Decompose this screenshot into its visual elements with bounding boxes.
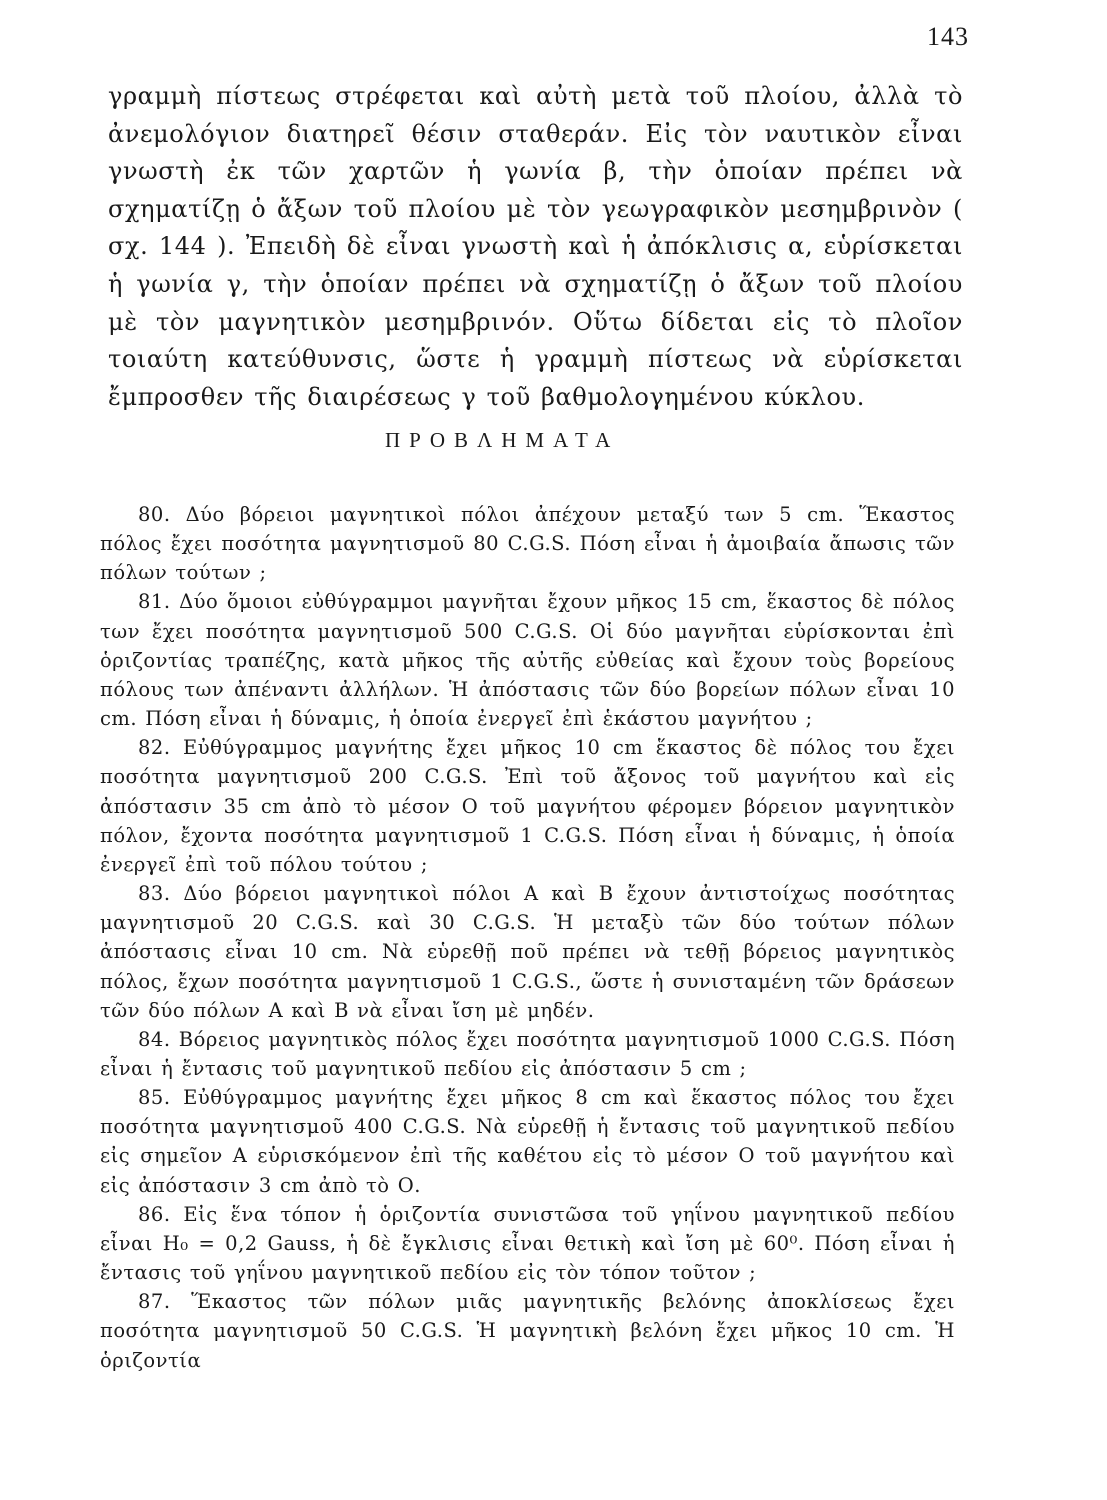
problem-text: Εὐθύγραμμος μαγνήτης ἔχει μῆκος 10 cm ἕκαστος δὲ πόλος του ἔχει ποσότητα μαγνητισμοῦ 200 C.G.S. Ἐπὶ τοῦ ἄξονος τοῦ μαγνήτου καὶ εἰς ἀπόστασιν 35 cm ἀπὸ τὸ μέσον Ο τοῦ μαγνήτου φέρομεν βόρειον μαγνητικὸν πόλον, ἔχοντα ποσότητα μαγνητισμοῦ 1 C.G.S. Πόση εἶναι ἡ δύναμις, ἡ ὁποία ἐνεργεῖ ἐπὶ τοῦ πόλου τούτου ; <box>100 736 955 876</box>
problems-list <box>100 500 955 1375</box>
problem-item-84 <box>100 1025 955 1083</box>
problem-item-80 <box>100 500 955 587</box>
problem-number: 84. <box>138 1027 171 1051</box>
problem-text: Εὐθύγραμμος μαγνήτης ἔχει μῆκος 8 cm καὶ ἕκαστος πόλος του ἔχει ποσότητα μαγνητισμοῦ 400 C.G.S. Νὰ εὑρεθῇ ἡ ἔντασις τοῦ μαγνητικοῦ πεδίου εἰς σημεῖον Α εὑρισκόμενον ἐπὶ τῆς καθέτου εἰς τὸ μέσον Ο τοῦ μαγνήτου καὶ εἰς ἀπόστασιν 3 cm ἀπὸ τὸ Ο. <box>100 1086 955 1197</box>
problem-item-87 <box>100 1287 955 1374</box>
page-number: 143 <box>927 22 969 51</box>
problem-text: Εἰς ἕνα τόπον ἡ ὁριζοντία συνιστῶσα τοῦ γηΐνου μαγνητικοῦ πεδίου εἶναι H₀ = 0,2 Gauss, ἡ δὲ ἔγκλισις εἶναι θετικὴ καὶ ἴση μὲ 60⁰. Πόση εἶναι ἡ ἔντασις τοῦ γηΐνου μαγνητικοῦ πεδίου εἰς τὸν τόπον τοῦτον ; <box>100 1202 955 1285</box>
intro-paragraph-block <box>108 78 963 416</box>
problem-text: Ἕκαστος τῶν πόλων μιᾶς μαγνητικῆς βελόνης ἀποκλίσεως ἔχει ποσότητα μαγνητισμοῦ 50 C.G.S. Ἡ μαγνητικὴ βελόνη ἔχει μῆκος 10 cm. Ἡ ὁριζοντία <box>100 1290 955 1372</box>
problem-item-85 <box>100 1083 955 1200</box>
section-heading: ΠΡΟΒΛΗΜΑΤΑ <box>385 428 620 452</box>
problem-item-81 <box>100 587 955 733</box>
problem-number: 87. <box>138 1290 171 1314</box>
problem-number: 83. <box>138 882 171 906</box>
intro-paragraph: γραμμὴ πίστεως στρέφεται καὶ αὐτὴ μετὰ τοῦ πλοίου, ἀλλὰ τὸ ἀνεμολόγιον διατηρεῖ θέσιν σταθεράν. Εἰς τὸν ναυτικὸν εἶναι γνωστὴ ἐκ τῶν χαρτῶν ἡ γωνία β, τὴν ὁποίαν πρέπει νὰ σχηματίζῃ ὁ ἄξων τοῦ πλοίου μὲ τὸν γεωγραφικὸν μεσημβρινὸν ( σχ. 144 ). Ἐπειδὴ δὲ εἶναι γνωστὴ καὶ ἡ ἀπόκλισις α, εὑρίσκεται ἡ γωνία γ, τὴν ὁποίαν πρέπει νὰ σχηματίζῃ ὁ ἄξων τοῦ πλοίου μὲ τὸν μαγνητικὸν μεσημβρινόν. Οὕτω δίδεται εἰς τὸ πλοῖον τοιαύτη κατεύθυνσις, ὥστε ἡ γραμμὴ πίστεως νὰ εὑρίσκεται ἔμπροσθεν τῆς διαιρέσεως γ τοῦ βαθμολογημένου κύκλου. <box>108 82 963 411</box>
problem-text: Δύο βόρειοι μαγνητικοὶ πόλοι ἀπέχουν μεταξύ των 5 cm. Ἕκαστος πόλος ἔχει ποσότητα μαγνητισμοῦ 80 C.G.S. Πόση εἶναι ἡ ἀμοιβαία ἄπωσις τῶν πόλων τούτων ; <box>100 503 956 585</box>
problem-item-83 <box>100 879 955 1025</box>
problem-number: 80. <box>138 503 171 526</box>
problem-text: Δύο ὅμοιοι εὐθύγραμμοι μαγνῆται ἔχουν μῆκος 15 cm, ἕκαστος δὲ πόλος των ἔχει ποσότητα μαγνητισμοῦ 500 C.G.S. Οἱ δύο μαγνῆται εὑρίσκονται ἐπὶ ὁριζοντίας τραπέζης, κατὰ μῆκος τῆς αὐτῆς εὐθείας καὶ ἔχουν τοὺς βορείους πόλους των ἀπέναντι ἀλλήλων. Ἡ ἀπόστασις τῶν δύο βορείων πόλων εἶναι 10 cm. Πόση εἶναι ἡ δύναμις, ἡ ὁποία ἐνεργεῖ ἐπὶ ἑκάστου μαγνήτου ; <box>100 590 955 731</box>
problem-item-86 <box>100 1200 955 1287</box>
problem-number: 86. <box>138 1202 171 1226</box>
problem-text: Δύο βόρειοι μαγνητικοὶ πόλοι Α καὶ Β ἔχουν ἀντιστοίχως ποσότητας μαγνητισμοῦ 20 C.G.S. καὶ 30 C.G.S. Ἡ μεταξὺ τῶν δύο τούτων πόλων ἀπόστασις εἶναι 10 cm. Νὰ εὑρεθῇ ποῦ πρέπει νὰ τεθῇ βόρειος μαγνητικὸς πόλος, ἔχων ποσότητα μαγνητισμοῦ 1 C.G.S., ὥστε ἡ συνισταμένη τῶν δράσεων τῶν δύο πόλων Α καὶ Β νὰ εἶναι ἴση μὲ μηδέν. <box>100 882 955 1022</box>
problem-number: 81. <box>138 590 171 614</box>
problem-item-82 <box>100 733 955 879</box>
problem-text: Βόρειος μαγνητικὸς πόλος ἔχει ποσότητα μαγνητισμοῦ 1000 C.G.S. Πόση εἶναι ἡ ἔντασις τοῦ μαγνητικοῦ πεδίου εἰς ἀπόστασιν 5 cm ; <box>100 1027 955 1080</box>
problem-number: 85. <box>138 1086 171 1110</box>
problem-number: 82. <box>138 736 171 760</box>
